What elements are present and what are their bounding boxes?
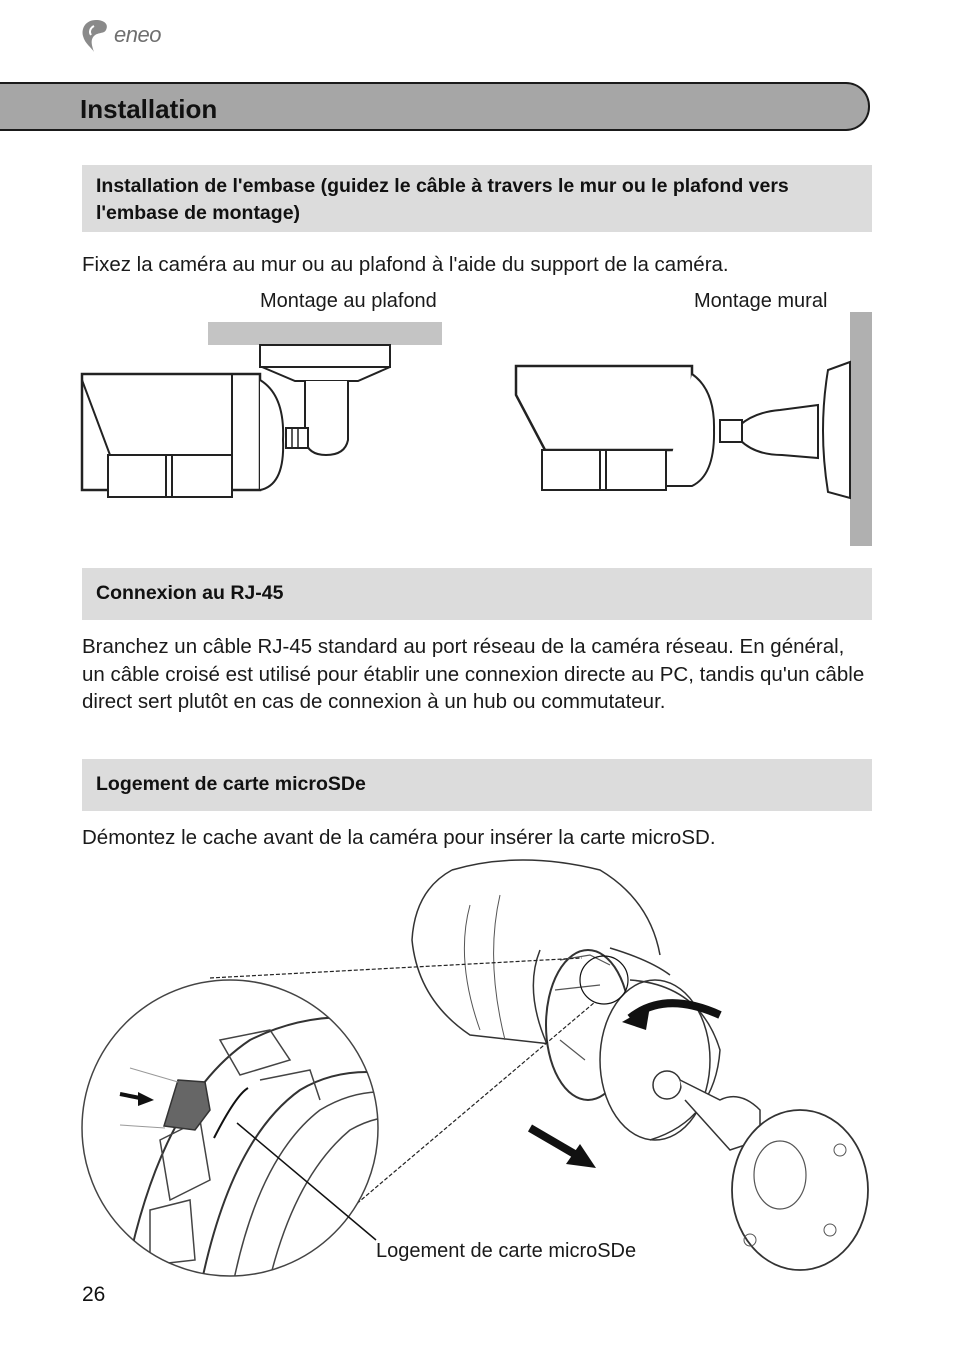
page-number: 26: [82, 1283, 106, 1306]
section-body-mount: Fixez la caméra au mur ou au plafond à l'aide du support de la caméra.: [82, 253, 729, 276]
ceiling-mount-caption: Montage au plafond: [260, 290, 437, 312]
page-title: Installation: [80, 94, 218, 124]
section-body-microsd: Démontez le cache avant de la caméra pour insérer la carte microSD.: [82, 826, 716, 849]
section-heading-mount: Installation de l'embase (guidez le câble à travers le mur ou le plafond vers l'embase de montage): [82, 165, 872, 232]
sd-slot-caption: Logement de carte microSDe: [376, 1240, 637, 1262]
section-heading-microsd: Logement de carte microSDe: [82, 759, 872, 811]
brand-name: eneo: [114, 22, 161, 47]
section-body-rj45: Branchez un câble RJ-45 standard au port réseau de la caméra réseau. En général, un câble croisé est utilisé pour établir une connexion directe au PC, tandis qu'un câble direct sert plutôt en cas de connexion à un hub ou commutateur.: [82, 635, 865, 713]
section-heading-rj45: Connexion au RJ-45: [82, 568, 872, 620]
wall-mount-caption: Montage mural: [694, 290, 828, 312]
